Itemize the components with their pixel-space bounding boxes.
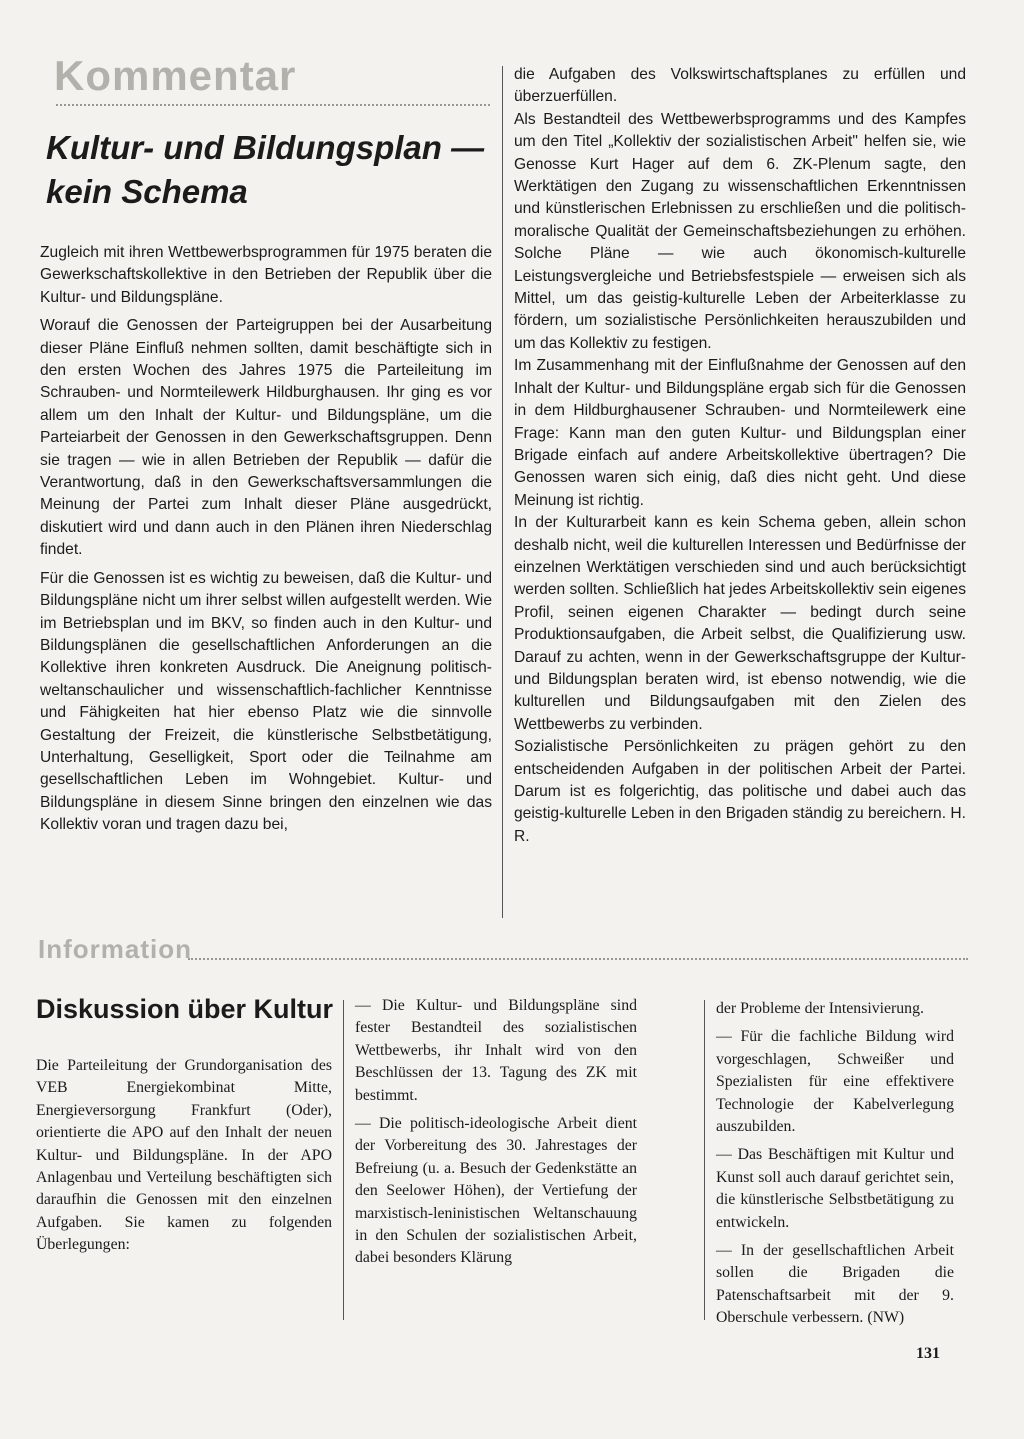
kommentar-left-column xyxy=(40,242,492,843)
section-kicker-information: Information xyxy=(38,934,192,964)
section-kicker-kommentar: Kommentar xyxy=(54,52,297,99)
paragraph: — Die politisch-ideologische Arbeit dient der Vorbereitung des 30. Jahrestages der Befreiung (u. a. Besuch der Gedenkstätte an den Seelower Höhen), der Vertiefung der marxistisch-leninistischen Weltanschauung in den Schulen der sozialistischen Arbeit, dabei besonders Klärung xyxy=(355,1115,637,1267)
paragraph: die Aufgaben des Volkswirtschaftsplanes zu erfüllen und überzuerfüllen. xyxy=(514,66,966,106)
dotted-rule-mid xyxy=(188,958,968,960)
paragraph: Für die Genossen ist es wichtig zu beweisen, daß die Kultur- und Bildungspläne nicht um ihrer selbst willen aufgestellt werden. Wie im Betriebsplan und im BKV, so finden auch in den Kultur- und Bildungsplänen die gesellschaftlichen Anforderungen an die Kollektive ihren konkreten Ausdruck. Die Aneignung politisch-weltanschaulicher und wissenschaftlich-fachlicher Kenntnisse und Fähigkeiten hat hier ebenso Platz wie die sinnvolle Gestaltung der Freizeit, die künstlerische Selbstbetätigung, Unterhaltung, Geselligkeit, Sport oder die Teilnahme am gesellschaftlichen Leben im Wohngebiet. Kultur- und Bildungspläne in diesem Sinne bringen den einzelnen wie das Kollektiv voran und tragen dazu bei, xyxy=(40,569,492,834)
column-divider xyxy=(343,1000,344,1320)
column-divider xyxy=(704,1000,705,1320)
paragraph: — Das Beschäftigen mit Kultur und Kunst soll auch darauf gerichtet sein, die künstlerische Selbstbetätigung zu entwickeln. xyxy=(716,1146,954,1231)
paragraph: Zugleich mit ihren Wettbewerbsprogrammen für 1975 beraten die Gewerkschaftskollektive in den Betrieben der Republik über die Kultur- und Bildungspläne. xyxy=(40,244,492,306)
dotted-rule-top xyxy=(56,104,490,106)
paragraph: Im Zusammenhang mit der Einflußnahme der Genossen auf den Inhalt der Kultur- und Bildungspläne ergab sich für die Genossen in dem Hildburghausener Schrauben- und Normteilewerk eine Frage: Kann man den guten Kultur- und Bildungsplan einer Brigade einfach auf andere Arbeitskollektive übertragen? Die Genossen waren sich einig, daß dies nicht geht. Und diese Meinung ist richtig. xyxy=(514,357,966,509)
information-column-1 xyxy=(36,1055,332,1263)
paragraph: — In der gesellschaftlichen Arbeit sollen die Brigaden die Patenschaftsarbeit mit der 9. Oberschule verbessern. (NW) xyxy=(716,1242,954,1327)
paragraph: — Die Kultur- und Bildungspläne sind fester Bestandteil des sozialistischen Wettbewerbs, ihr Inhalt wird von den Beschlüssen der 13. Tagung des ZK mit bestimmt. xyxy=(355,997,637,1104)
paragraph: Worauf die Genossen der Parteigruppen bei der Ausarbeitung dieser Pläne Einfluß nehmen sollten, damit beschäftigte sich in den ersten Wochen des Jahres 1975 die Parteileitung im Schrauben- und Normteilewerk Hildburghausen. Ihr ging es vor allem um den Inhalt der Kultur- und Bildungspläne, um die Parteiarbeit der Genossen in den Gewerkschaftsgruppen. Denn sie tragen — wie in allen Betrieben der Republik — dafür die Verantwortung, daß in den Gewerkschaftsversammlungen die Meinung der Partei zum Inhalt dieser Pläne ausgedrückt, diskutiert wird und dann auch in den Plänen ihren Niederschlag findet. xyxy=(40,317,492,559)
information-headline: Diskussion über Kultur xyxy=(36,994,334,1024)
paragraph: In der Kulturarbeit kann es kein Schema geben, allein schon deshalb nicht, weil die kulturellen Interessen und Bedürfnisse der einzelnen Werktätigen verschieden sind und auch berücksichtigt werden sollten. Schließlich hat jedes Arbeitskollektiv sein eigenes Profil, seinen eigenen Charakter — bedingt durch seine Produktionsaufgaben, die Arbeit selbst, die Qualifizierung usw. Darauf zu achten, wenn in der Gewerkschaftsgruppe der Kultur- und Bildungsplan beraten wird, ist ebenso notwendig, wie die kulturellen und Bildungsaufgaben mit den Zielen des Wettbewerbs zu verbinden. xyxy=(514,514,966,733)
information-column-3 xyxy=(716,998,954,1336)
article-headline xyxy=(46,126,496,214)
headline-line-2: kein Schema xyxy=(46,173,248,210)
page-number: 131 xyxy=(916,1345,940,1362)
paragraph: Die Parteileitung der Grundorganisation des VEB Energiekombinat Mitte, Energieversorgung Frankfurt (Oder), orientierte die APO auf den Inhalt der neuen Kultur- und Bildungspläne. In der APO Anlagenbau und Verteilung beschäftigten sich daraufhin die Genossen mit den einzelnen Aufgaben. Sie kamen zu folgenden Überlegungen: xyxy=(36,1057,332,1254)
paragraph: Als Bestandteil des Wettbewerbsprogramms und des Kampfes um den Titel „Kollektiv der sozialistischen Arbeit" helfen sie, wie Genosse Kurt Hager auf dem 6. ZK-Plenum sagte, den Werktätigen den Zugang zu wissenschaftlichen Erkenntnissen und künstlerischen Erlebnissen zu erschließen und die politisch-moralische Qualität der Gemeinschaftsbeziehungen zu erhöhen. Solche Pläne — wie auch ökonomisch-kulturelle Leistungsvergleiche und Betriebsfestspiele — erweisen sich als Mittel, um das geistig-kulturelle Leben der Arbeiterklasse zu fördern, um sozialistische Persönlichkeiten herauszubilden und um das Kollektiv zu festigen. xyxy=(514,110,966,352)
kommentar-right-column xyxy=(514,64,966,848)
paragraph: Sozialistische Persönlichkeiten zu prägen gehört zu den entscheidenden Aufgaben in der politischen Arbeit der Partei. Darum ist es folgerichtig, das politische und dabei auch das geistig-kulturelle Leben in den Brigaden ständig zu bereichern. H. R. xyxy=(514,738,966,845)
paragraph: der Probleme der Intensivierung. xyxy=(716,1000,924,1017)
information-column-2 xyxy=(355,995,637,1276)
column-divider xyxy=(502,66,503,918)
paragraph: — Für die fachliche Bildung wird vorgeschlagen, Schweißer und Spezialisten für eine effektivere Technologie der Kabelverlegung auszubilden. xyxy=(716,1028,954,1136)
headline-line-1: Kultur- und Bildungsplan — xyxy=(46,129,485,166)
